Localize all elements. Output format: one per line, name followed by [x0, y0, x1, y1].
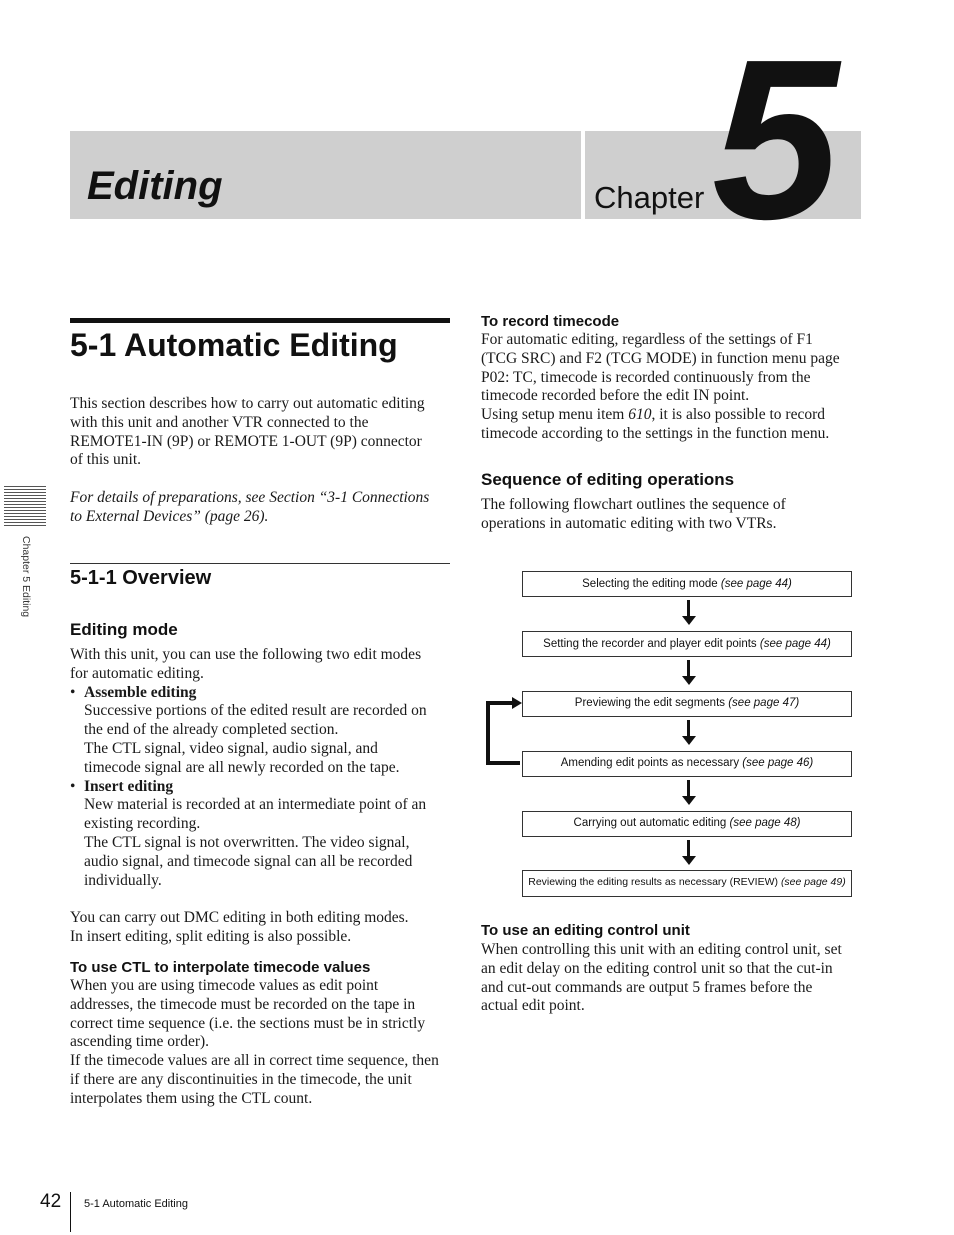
down-arrow-icon	[682, 840, 696, 866]
section-intro	[70, 395, 460, 470]
editing-mode-heading: Editing mode	[70, 620, 178, 639]
flow-step-preview	[522, 691, 852, 717]
loop-back-arrow-icon	[480, 690, 524, 770]
ctl-line: if there are any discontinuities in the timecode, the unit	[70, 1070, 412, 1088]
intro-line: with this unit and another VTR connected to the	[70, 413, 369, 431]
flow-step-text: Selecting the editing mode	[582, 578, 721, 590]
list-item-line: Successive portions of the edited result are recorded on	[84, 702, 427, 720]
footer-divider	[70, 1192, 71, 1232]
control-unit-line: and cut-out commands are output 5 frames before the	[481, 978, 813, 996]
section-heading: 5-1 Automatic Editing	[70, 327, 398, 363]
setup-menu-item: 610	[628, 406, 652, 424]
list-item	[70, 778, 460, 797]
page-number: 42	[40, 1191, 62, 1212]
list-item-line: The CTL signal is not overwritten. The video signal,	[84, 833, 410, 851]
intro-line: This section describes how to carry out automatic editing	[70, 395, 425, 412]
record-timecode-body	[481, 331, 871, 444]
footer-section-label: 5-1 Automatic Editing	[84, 1198, 188, 1210]
bullet: •	[70, 683, 76, 701]
ctl-line: When you are using timecode values as edit point	[70, 977, 379, 994]
list-item-line: The CTL signal, video signal, audio signal, and	[84, 739, 378, 757]
editing-mode-intro-line: for automatic editing.	[70, 664, 204, 682]
flow-step-amend	[522, 751, 852, 777]
record-timecode-line: timecode according to the settings in the function menu.	[481, 424, 830, 442]
record-timecode-line: (TCG SRC) and F2 (TCG MODE) in function menu page	[481, 349, 840, 367]
down-arrow-icon	[682, 660, 696, 686]
flow-step-ref: (see page 46)	[742, 757, 814, 769]
chapter-label: Chapter	[594, 180, 705, 215]
list-item	[70, 684, 460, 703]
setup-suffix: , it is also possible to record	[651, 406, 825, 424]
overview-heading: 5-1-1 Overview	[70, 567, 212, 589]
side-tab-label: Chapter 5 Editing	[20, 536, 32, 618]
note-line: to External Devices” (page 26).	[70, 507, 269, 525]
section-note	[70, 489, 460, 527]
flow-step-ref: (see page 44)	[720, 578, 792, 590]
ctl-line: If the timecode values are all in correct time sequence, then	[70, 1052, 439, 1070]
flow-step-set-edit-points	[522, 631, 852, 657]
flow-step-ref: (see page 44)	[759, 638, 831, 650]
flow-step-ref: (see page 47)	[728, 697, 800, 709]
setup-prefix: Using setup menu item	[481, 406, 629, 424]
sequence-line: operations in automatic editing with two VTRs.	[481, 514, 777, 532]
list-item-line: individually.	[84, 871, 162, 889]
section-rule	[70, 318, 450, 323]
list-item-line: existing recording.	[84, 815, 201, 833]
flow-step-text: Carrying out automatic editing	[573, 817, 730, 829]
editing-mode-closing-line: In insert editing, split editing is also possible.	[70, 927, 352, 945]
flow-step-text: Amending edit points as necessary	[560, 757, 743, 769]
record-timecode-line: P02: TC, timecode is recorded continuously from the	[481, 368, 811, 386]
sequence-heading: Sequence of editing operations	[481, 470, 735, 489]
record-timecode-setup-line	[481, 406, 871, 425]
intro-line: REMOTE1-IN (9P) or REMOTE 1-OUT (9P) connector	[70, 432, 422, 450]
down-arrow-icon	[682, 780, 696, 806]
ctl-heading: To use CTL to interpolate timecode values	[70, 959, 371, 976]
ctl-line: correct time sequence (i.e. the sections must be in strictly	[70, 1014, 426, 1032]
list-item-term: Insert editing	[84, 777, 174, 795]
ctl-body	[70, 977, 460, 1109]
control-unit-line: actual edit point.	[481, 997, 585, 1015]
down-arrow-icon	[682, 600, 696, 626]
chapter-number: 5	[712, 13, 839, 267]
record-timecode-heading: To record timecode	[481, 313, 620, 330]
control-unit-heading: To use an editing control unit	[481, 922, 690, 939]
list-item-line: the end of the already completed section.	[84, 721, 339, 739]
subsection-rule	[70, 563, 450, 564]
ctl-line: ascending time order).	[70, 1033, 210, 1051]
record-timecode-line: timecode recorded before the edit IN point.	[481, 387, 750, 405]
side-tab-marker	[4, 486, 46, 526]
intro-line: of this unit.	[70, 451, 142, 469]
list-item-line: New material is recorded at an intermediate point of an	[84, 796, 427, 814]
flow-step-text: Setting the recorder and player edit points	[543, 638, 760, 650]
editing-mode-body	[70, 646, 460, 947]
sequence-body	[481, 496, 871, 534]
note-line: For details of preparations, see Section “3-1 Connections	[70, 489, 430, 506]
flow-step-review	[522, 870, 852, 897]
flow-step-text: Reviewing the editing results as necessary (REVIEW)	[528, 876, 781, 888]
sequence-line: The following flowchart outlines the sequence of	[481, 496, 786, 513]
list-item-line: audio signal, and timecode signal can all be recorded	[84, 852, 413, 870]
list-item-line: timecode signal are all newly recorded on the tape.	[84, 758, 400, 776]
control-unit-body	[481, 941, 871, 1016]
control-unit-line: When controlling this unit with an editing control unit, set	[481, 941, 842, 958]
list-item-term: Assemble editing	[84, 683, 197, 701]
ctl-line: interpolates them using the CTL count.	[70, 1089, 313, 1107]
editing-mode-intro-line: With this unit, you can use the following two edit modes	[70, 646, 422, 663]
record-timecode-line: For automatic editing, regardless of the settings of F1	[481, 331, 813, 348]
flow-step-text: Previewing the edit segments	[574, 697, 729, 709]
ctl-line: addresses, the timecode must be recorded on the tape in	[70, 995, 416, 1013]
bullet: •	[70, 777, 76, 795]
flow-step-ref: (see page 48)	[729, 817, 801, 829]
flow-step-auto-edit	[522, 811, 852, 837]
chapter-title: Editing	[87, 164, 223, 208]
down-arrow-icon	[682, 720, 696, 746]
flow-step-select-mode	[522, 571, 852, 597]
control-unit-line: an edit delay on the editing control unit so that the cut-in	[481, 959, 833, 977]
flow-step-ref: (see page 49)	[780, 876, 846, 888]
editing-mode-closing-line: You can carry out DMC editing in both editing modes.	[70, 909, 409, 927]
